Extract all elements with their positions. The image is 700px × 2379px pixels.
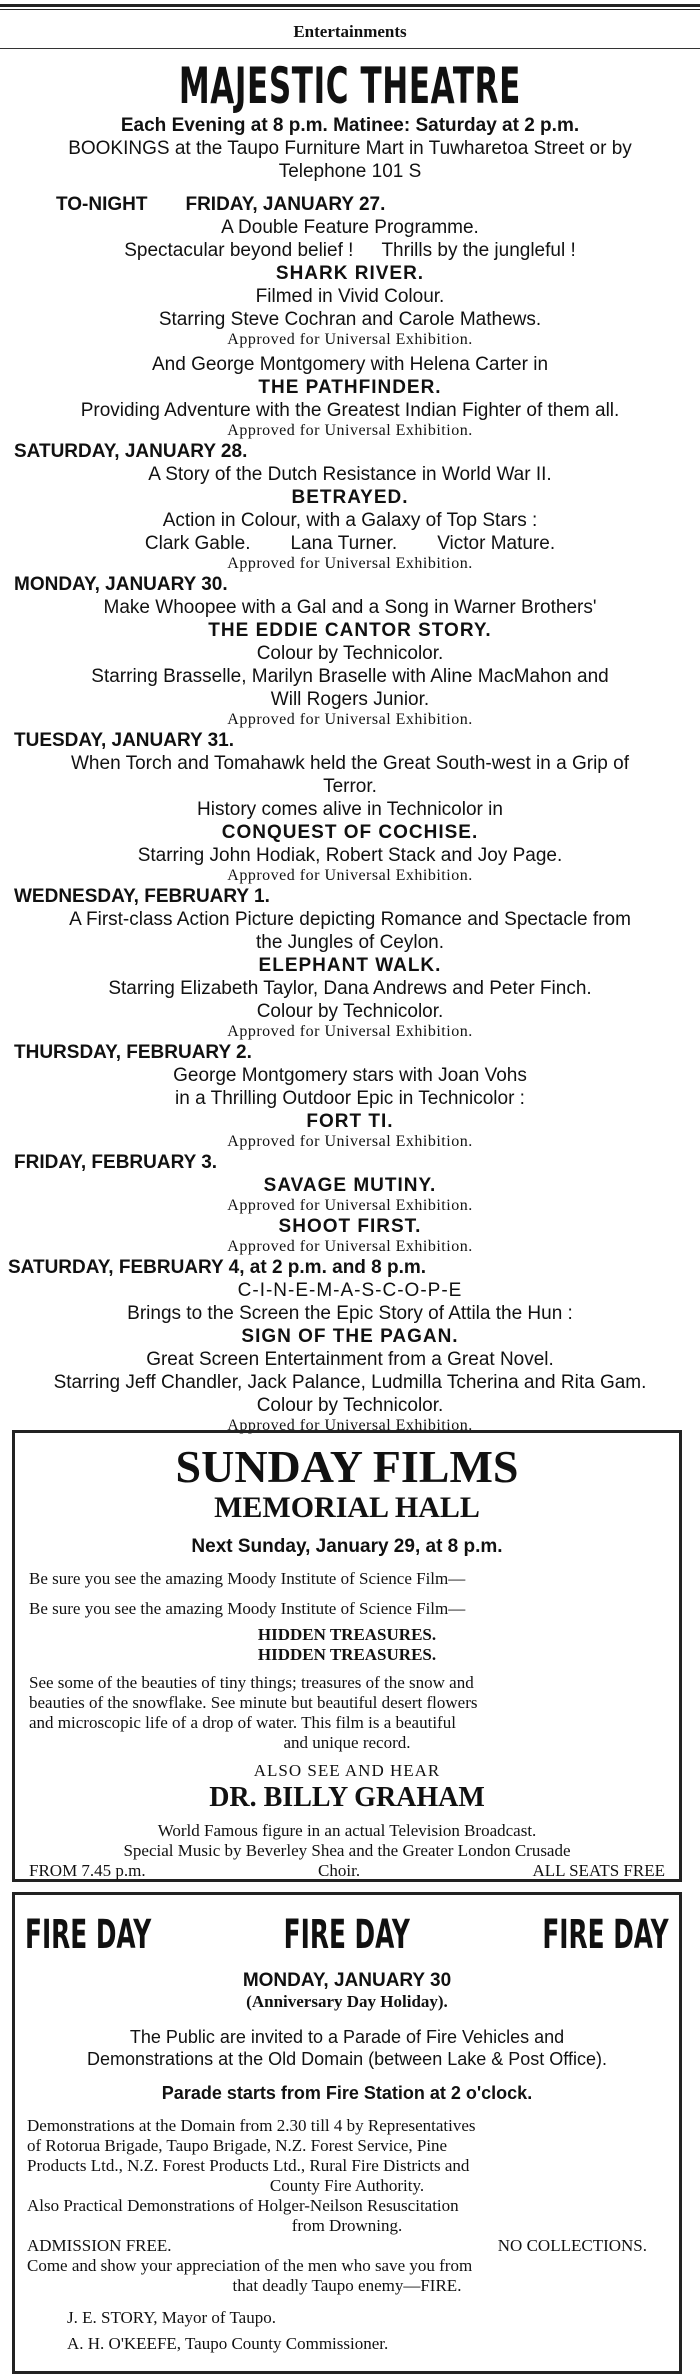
tonight-desc: A Double Feature Programme. (221, 217, 479, 238)
sunday-desc-1: See some of the beauties of tiny things; treasures of the snow and (29, 1673, 474, 1692)
sat2-colour: Colour by Technicolor. (256, 1395, 444, 1416)
shark-colour: Filmed in Vivid Colour. (255, 286, 445, 307)
tue-history: History comes alive in Technicolor in (197, 799, 503, 820)
sat-stars: Clark Gable. Lana Turner. Victor Mature. (144, 533, 556, 554)
sat2-approved: Approved for Universal Exhibition. (227, 1417, 473, 1434)
fire-signature-2: A. H. O'KEEFE, Taupo County Commissioner. (67, 2334, 389, 2353)
mon-stars-1: Starring Brasselle, Marilyn Braselle with Aline MacMahon and (91, 666, 609, 687)
fire-date: MONDAY, JANUARY 30 (242, 1970, 452, 1991)
sunday-venue: MEMORIAL HALL (214, 1491, 480, 1524)
pathfinder-desc: Providing Adventure with the Greatest Indian Fighter of them all. (80, 400, 620, 421)
cinemascope: C-I-N-E-M-A-S-C-O-P-E (237, 1280, 463, 1301)
header-rule-thin (0, 9, 700, 10)
day-tuesday-jan-31: TUESDAY, JANUARY 31. (14, 730, 234, 751)
sunday-seats: ALL SEATS FREE (532, 1861, 665, 1880)
tonight-tagline: Spectacular beyond belief ! Thrills by the jungleful ! (124, 240, 576, 261)
shark-approved: Approved for Universal Exhibition. (227, 331, 473, 348)
film-title-eddie-cantor: THE EDDIE CANTOR STORY. (208, 620, 492, 641)
header-rule (0, 4, 700, 7)
section-header (0, 0, 700, 50)
sat-action: Action in Colour, with a Galaxy of Top Stars : (162, 510, 538, 531)
section-label: Entertainments (293, 22, 407, 41)
pathfinder-intro: And George Montgomery with Helena Carter in (151, 354, 549, 375)
sat2-desc: Brings to the Screen the Epic Story of Attila the Hun : (127, 1303, 573, 1324)
fire-demo-6: from Drowning. (291, 2216, 403, 2235)
fire-invite-1: The Public are invited to a Parade of Fire Vehicles and (129, 2027, 565, 2047)
fire-demo-1: Demonstrations at the Domain from 2.30 till 4 by Representatives (27, 2116, 476, 2135)
shark-stars: Starring Steve Cochran and Carole Mathews. (158, 309, 542, 330)
sat2-stars: Starring Jeff Chandler, Jack Palance, Ludmilla Tcherina and Rita Gam. (53, 1372, 647, 1393)
fire-admission: ADMISSION FREE. (27, 2236, 172, 2255)
fire-signature-1: J. E. STORY, Mayor of Taupo. (67, 2308, 276, 2327)
sunday-footer (29, 1861, 665, 1881)
mon-colour: Colour by Technicolor. (256, 643, 444, 664)
fire-day-title-left: FIRE DAY (25, 1912, 152, 1958)
fire-holiday: (Anniversary Day Holiday). (246, 1992, 448, 2011)
thu-approved: Approved for Universal Exhibition. (227, 1133, 473, 1150)
film-title-betrayed: BETRAYED. (291, 487, 409, 508)
fire-collections: NO COLLECTIONS. (497, 2236, 647, 2255)
film-title-shoot-first: SHOOT FIRST. (278, 1216, 422, 1237)
sat2-tagline: Great Screen Entertainment from a Great Novel. (146, 1349, 554, 1370)
fire-day-titles (15, 1909, 679, 1961)
wed-approved: Approved for Universal Exhibition. (227, 1023, 473, 1040)
film-title-sign-of-the-pagan: SIGN OF THE PAGAN. (241, 1326, 459, 1347)
schedule: Each Evening at 8 p.m. Matinee: Saturday at 2 p.m. (120, 115, 580, 136)
mon-approved: Approved for Universal Exhibition. (227, 711, 473, 728)
sat-desc: A Story of the Dutch Resistance in World War II. (148, 464, 552, 485)
fire-demo-3: Products Ltd., N.Z. Forest Products Ltd., Rural Fire Districts and (27, 2156, 470, 2175)
sunday-film-1: HIDDEN TREASURES. (257, 1625, 437, 1644)
majestic-title: MAJESTIC THEATRE (178, 57, 522, 115)
film-title-elephant-walk: ELEPHANT WALK. (258, 955, 442, 976)
fire-day-ad (12, 1892, 682, 2374)
sunday-music-2: Choir. (318, 1861, 361, 1880)
majestic-theatre-ad (0, 58, 700, 1435)
sat-approved: Approved for Universal Exhibition. (227, 555, 473, 572)
fire-day-title-right: FIRE DAY (542, 1912, 669, 1958)
film-title-shark-river: SHARK RIVER. (275, 263, 425, 284)
wed-desc-2: the Jungles of Ceylon. (255, 932, 444, 953)
fire-admission-row (27, 2236, 667, 2256)
sunday-desc-4: and unique record. (283, 1733, 411, 1752)
pathfinder-approved: Approved for Universal Exhibition. (227, 422, 473, 439)
wed-colour: Colour by Technicolor. (256, 1001, 444, 1022)
thu-desc-2: in a Thrilling Outdoor Epic in Technicolor : (175, 1088, 525, 1109)
sunday-music-1: Special Music by Beverley Shea and the Greater London Crusade (123, 1841, 571, 1860)
sunday-also: ALSO SEE AND HEAR (253, 1761, 441, 1780)
thu-desc-1: George Montgomery stars with Joan Vohs (173, 1065, 527, 1086)
day-saturday-feb-4: SATURDAY, FEBRUARY 4, at 2 p.m. and 8 p.m. (8, 1257, 427, 1278)
tonight-heading: TO-NIGHT FRIDAY, JANUARY 27. (56, 194, 386, 215)
sunday-line-1: Be sure you see the amazing Moody Institute of Science Film— (29, 1569, 466, 1588)
fire-demo-5: Also Practical Demonstrations of Holger-Neilson Resuscitation (27, 2196, 459, 2215)
fire-come-1: Come and show your appreciation of the men who save you from (27, 2256, 473, 2275)
fire-day-title-center: FIRE DAY (283, 1912, 411, 1958)
bookings-line-1: BOOKINGS at the Taupo Furniture Mart in Tuwharetoa Street or by (68, 138, 632, 159)
sunday-desc-2: beauties of the snowflake. See minute but beautiful desert flowers (29, 1693, 478, 1712)
day-monday-jan-30: MONDAY, JANUARY 30. (14, 574, 228, 595)
fire-demo-4: County Fire Authority. (269, 2176, 425, 2195)
tue-desc-1: When Torch and Tomahawk held the Great South-west in a Grip of (71, 753, 629, 774)
fri-approved-2: Approved for Universal Exhibition. (227, 1238, 473, 1255)
fire-demo-2: of Rotorua Brigade, Taupo Brigade, N.Z. Forest Service, Pine (27, 2136, 448, 2155)
bookings-line-2: Telephone 101 S (278, 161, 422, 182)
day-thursday-feb-2: THURSDAY, FEBRUARY 2. (14, 1042, 252, 1063)
day-friday-feb-3: FRIDAY, FEBRUARY 3. (14, 1152, 218, 1173)
wed-desc-1: A First-class Action Picture depicting Romance and Spectacle from (69, 909, 631, 930)
tue-desc-2: Terror. (323, 776, 377, 797)
tue-stars: Starring John Hodiak, Robert Stack and Joy Page. (137, 845, 563, 866)
mon-stars-2: Will Rogers Junior. (270, 689, 430, 710)
film-title-savage-mutiny: SAVAGE MUTINY. (263, 1175, 437, 1196)
fri-approved-1: Approved for Universal Exhibition. (227, 1197, 473, 1214)
sunday-title: SUNDAY FILMS (175, 1441, 519, 1492)
sunday-films-ad (12, 1430, 682, 1882)
sunday-name: DR. BILLY GRAHAM (209, 1782, 485, 1813)
sunday-from: FROM 7.45 p.m. (29, 1861, 146, 1880)
sunday-desc-3: and microscopic life of a drop of water. This film is a beautiful (29, 1713, 456, 1732)
film-title-pathfinder: THE PATHFINDER. (258, 377, 442, 398)
sunday-fame: World Famous figure in an actual Television Broadcast. (157, 1821, 537, 1840)
fire-parade: Parade starts from Fire Station at 2 o'clock. (161, 2083, 533, 2103)
film-title-fort-ti: FORT TI. (306, 1111, 394, 1132)
wed-stars: Starring Elizabeth Taylor, Dana Andrews and Peter Finch. (108, 978, 592, 999)
sunday-line-2: Be sure you see the amazing Moody Institute of Science Film— (29, 1599, 466, 1618)
sunday-when: Next Sunday, January 29, at 8 p.m. (191, 1536, 503, 1557)
header-underline (0, 48, 700, 49)
film-title-conquest-of-cochise: CONQUEST OF COCHISE. (221, 822, 479, 843)
day-saturday-jan-28: SATURDAY, JANUARY 28. (14, 441, 248, 462)
day-wednesday-feb-1: WEDNESDAY, FEBRUARY 1. (14, 886, 270, 907)
fire-come-2: that deadly Taupo enemy—FIRE. (232, 2276, 462, 2295)
fire-invite-2: Demonstrations at the Old Domain (between Lake & Post Office). (87, 2049, 607, 2069)
mon-desc: Make Whoopee with a Gal and a Song in Warner Brothers' (103, 597, 597, 618)
tue-approved: Approved for Universal Exhibition. (227, 867, 473, 884)
sunday-film-2: HIDDEN TREASURES. (257, 1645, 437, 1664)
